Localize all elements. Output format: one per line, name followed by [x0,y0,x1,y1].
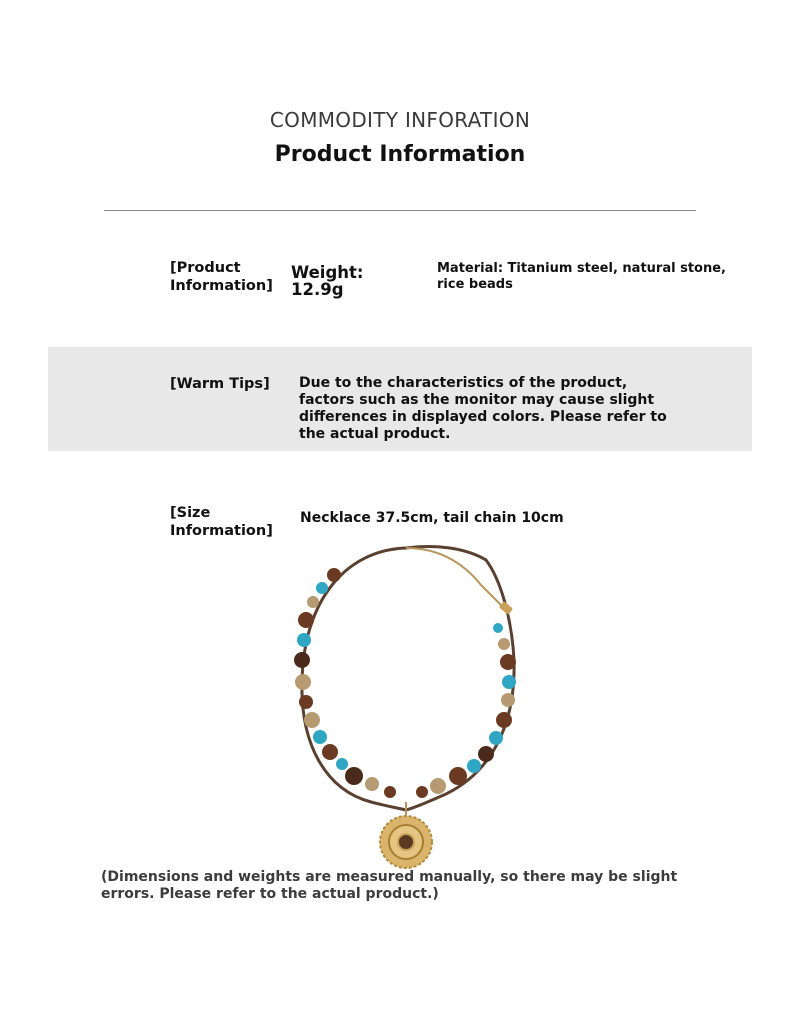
size-info-text: Necklace 37.5cm, tail chain 10cm [300,510,564,526]
size-info-label: [Size Information] [170,505,273,539]
measurement-note: (Dimensions and weights are measured manually, so there may be slight errors. Please refer to the actual product.) [101,869,678,902]
weight-value: Weight: 12.9g [291,263,364,299]
warm-tips-label: [Warm Tips] [170,376,270,392]
page-title: Product Information [274,142,526,167]
page-subtitle: COMMODITY INFORATION [269,108,531,132]
warm-tips-text: Due to the characteristics of the product, factors such as the monitor may cause slight differences in displayed colors. Please refer to the actual product. [299,375,667,442]
material-value: Material: Titanium steel, natural stone, rice beads [437,261,726,292]
header-divider [104,210,696,211]
sun-pendant-icon [380,816,432,868]
product-info-label: [Product Information] [170,260,273,294]
necklace-product-image [286,540,526,870]
